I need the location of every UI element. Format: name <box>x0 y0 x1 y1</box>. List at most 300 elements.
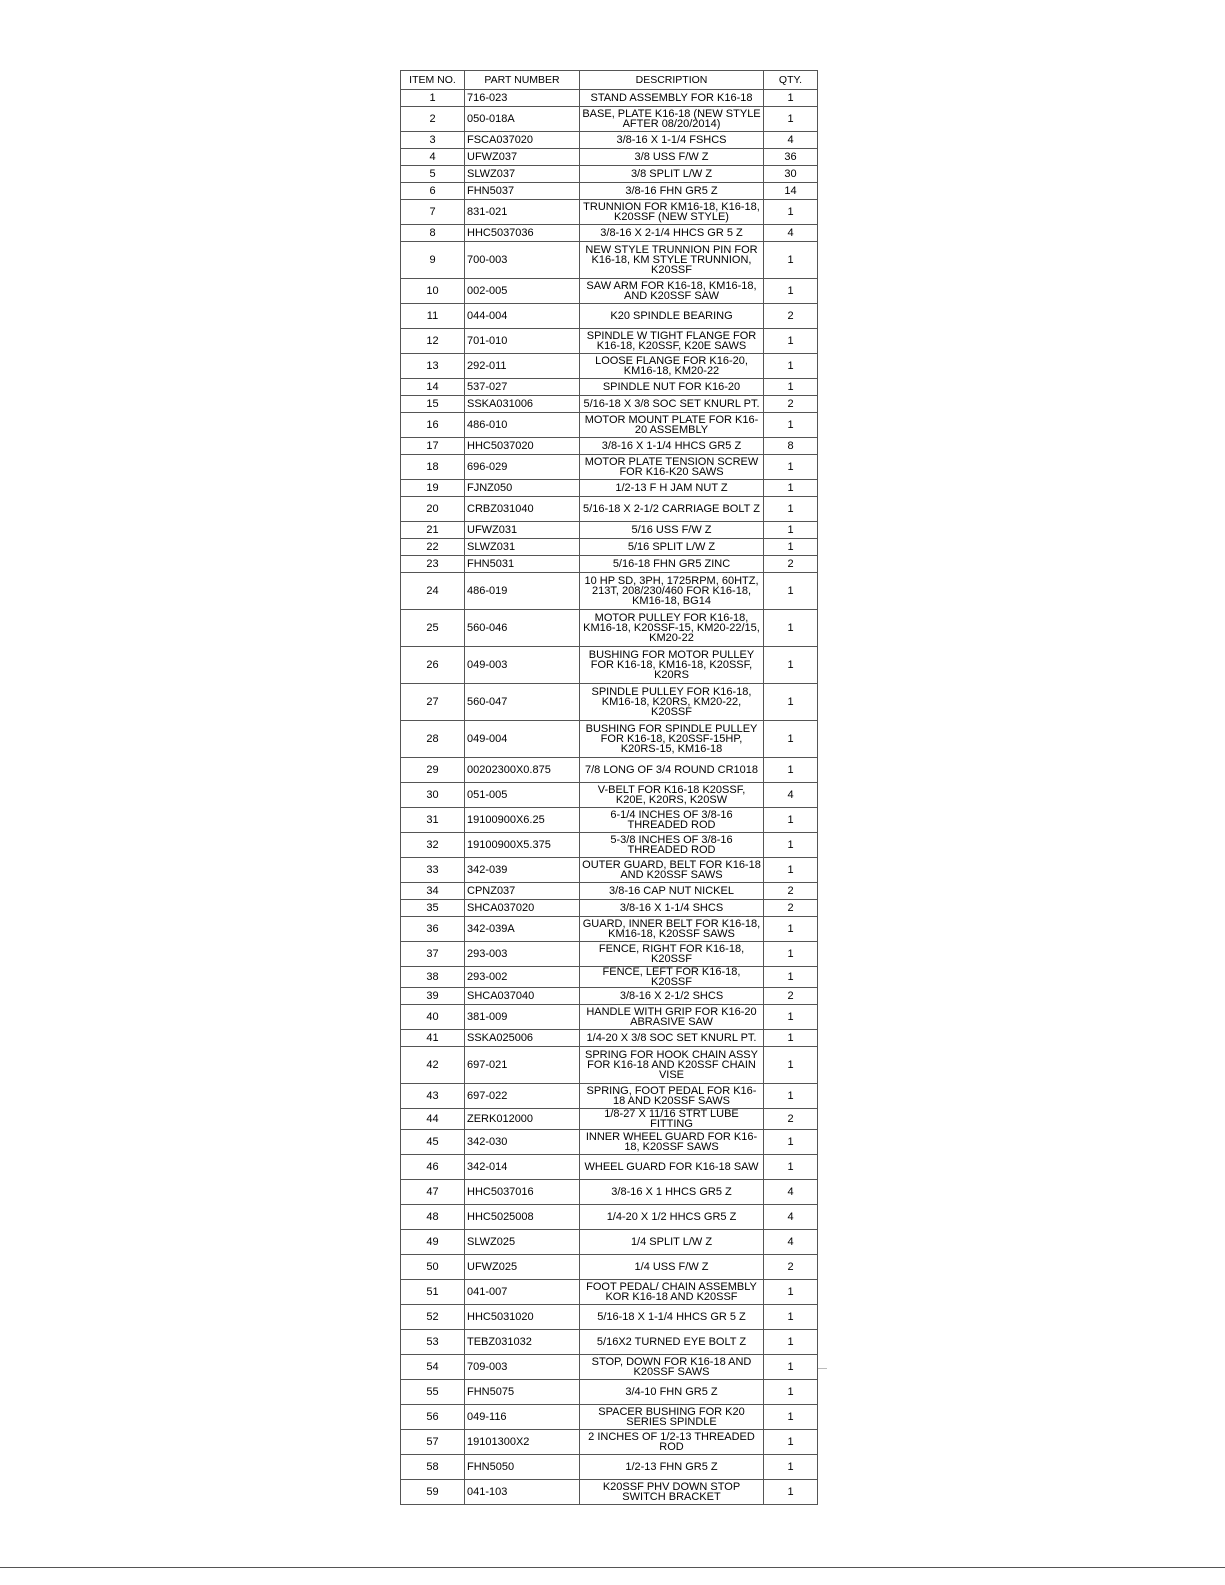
cell-description: FOOT PEDAL/ CHAIN ASSEMBLY KOR K16-18 AND K20SSF <box>580 1280 764 1305</box>
cell-description: SAW ARM FOR K16-18, KM16-18, AND K20SSF SAW <box>580 279 764 304</box>
cell-qty: 2 <box>764 556 818 573</box>
cell-part-number: 049-004 <box>465 721 580 758</box>
cell-description: OUTER GUARD, BELT FOR K16-18 AND K20SSF SAWS <box>580 858 764 883</box>
cell-qty: 1 <box>764 497 818 522</box>
cell-qty: 1 <box>764 329 818 354</box>
cell-description: 10 HP SD, 3PH, 1725RPM, 60HTZ, 213T, 208/230/460 FOR K16-18, KM16-18, BG14 <box>580 573 764 610</box>
cell-item-no: 24 <box>401 573 465 610</box>
table-row <box>401 917 818 942</box>
cell-qty: 1 <box>764 573 818 610</box>
cell-item-no: 16 <box>401 413 465 438</box>
cell-part-number: ZERK012000 <box>465 1109 580 1130</box>
table-row <box>401 166 818 183</box>
cell-item-no: 57 <box>401 1430 465 1455</box>
cell-qty: 1 <box>764 942 818 967</box>
cell-description: 2 INCHES OF 1/2-13 THREADED ROD <box>580 1430 764 1455</box>
table-row <box>401 988 818 1005</box>
cell-qty: 1 <box>764 279 818 304</box>
cell-qty: 1 <box>764 1155 818 1180</box>
table-row <box>401 149 818 166</box>
cell-item-no: 10 <box>401 279 465 304</box>
cell-qty: 4 <box>764 225 818 242</box>
cell-part-number: 486-010 <box>465 413 580 438</box>
cell-description: BUSHING FOR SPINDLE PULLEY FOR K16-18, K20SSF-15HP, K20RS-15, KM16-18 <box>580 721 764 758</box>
cell-description: K20SSF PHV DOWN STOP SWITCH BRACKET <box>580 1480 764 1505</box>
cell-part-number: 701-010 <box>465 329 580 354</box>
cell-part-number: 560-047 <box>465 684 580 721</box>
cell-item-no: 26 <box>401 647 465 684</box>
cell-item-no: 54 <box>401 1355 465 1380</box>
cell-qty: 2 <box>764 1109 818 1130</box>
cell-description: MOTOR PULLEY FOR K16-18, KM16-18, K20SSF-15, KM20-22/15, KM20-22 <box>580 610 764 647</box>
cell-description: NEW STYLE TRUNNION PIN FOR K16-18, KM STYLE TRUNNION, K20SSF <box>580 242 764 279</box>
cell-description: BUSHING FOR MOTOR PULLEY FOR K16-18, KM16-18, K20SSF, K20RS <box>580 647 764 684</box>
cell-qty: 1 <box>764 354 818 379</box>
cell-item-no: 32 <box>401 833 465 858</box>
table-row <box>401 721 818 758</box>
cell-description: MOTOR MOUNT PLATE FOR K16-20 ASSEMBLY <box>580 413 764 438</box>
cell-description: 5/16 SPLIT L/W Z <box>580 539 764 556</box>
cell-part-number: 831-021 <box>465 200 580 225</box>
table-row <box>401 1084 818 1109</box>
cell-part-number: 697-021 <box>465 1047 580 1084</box>
cell-item-no: 5 <box>401 166 465 183</box>
cell-qty: 1 <box>764 379 818 396</box>
cell-item-no: 40 <box>401 1005 465 1030</box>
cell-description: SPRING FOR HOOK CHAIN ASSY FOR K16-18 AND K20SSF CHAIN VISE <box>580 1047 764 1084</box>
cell-qty: 1 <box>764 1330 818 1355</box>
cell-part-number: 700-003 <box>465 242 580 279</box>
cell-qty: 1 <box>764 833 818 858</box>
cell-qty: 1 <box>764 684 818 721</box>
cell-item-no: 49 <box>401 1230 465 1255</box>
cell-description: 1/2-13 FHN GR5 Z <box>580 1455 764 1480</box>
table-row <box>401 1305 818 1330</box>
cell-description: 3/8 USS F/W Z <box>580 149 764 166</box>
cell-description: SPINDLE NUT FOR K16-20 <box>580 379 764 396</box>
cell-part-number: SHCA037020 <box>465 900 580 917</box>
cell-qty: 1 <box>764 1280 818 1305</box>
cell-qty: 1 <box>764 1030 818 1047</box>
table-row <box>401 808 818 833</box>
cell-part-number: TEBZ031032 <box>465 1330 580 1355</box>
cell-item-no: 8 <box>401 225 465 242</box>
cell-item-no: 12 <box>401 329 465 354</box>
cell-qty: 14 <box>764 183 818 200</box>
margin-tick-mark <box>818 1368 827 1369</box>
cell-part-number: 041-103 <box>465 1480 580 1505</box>
cell-part-number: FSCA037020 <box>465 132 580 149</box>
cell-qty: 1 <box>764 90 818 107</box>
cell-item-no: 9 <box>401 242 465 279</box>
parts-table <box>400 70 818 1505</box>
cell-qty: 1 <box>764 1130 818 1155</box>
cell-qty: 4 <box>764 1205 818 1230</box>
cell-item-no: 1 <box>401 90 465 107</box>
cell-part-number: FHN5050 <box>465 1455 580 1480</box>
cell-item-no: 43 <box>401 1084 465 1109</box>
table-row <box>401 1380 818 1405</box>
table-row <box>401 455 818 480</box>
table-row <box>401 900 818 917</box>
cell-part-number: SSKA031006 <box>465 396 580 413</box>
table-row <box>401 1030 818 1047</box>
cell-item-no: 19 <box>401 480 465 497</box>
cell-part-number: FHN5031 <box>465 556 580 573</box>
cell-item-no: 44 <box>401 1109 465 1130</box>
table-row <box>401 1280 818 1305</box>
cell-part-number: 537-027 <box>465 379 580 396</box>
cell-description: 1/4-20 X 1/2 HHCS GR5 Z <box>580 1205 764 1230</box>
cell-part-number: SHCA037040 <box>465 988 580 1005</box>
table-row <box>401 304 818 329</box>
cell-part-number: FHN5075 <box>465 1380 580 1405</box>
table-row <box>401 1455 818 1480</box>
cell-item-no: 13 <box>401 354 465 379</box>
cell-part-number: 697-022 <box>465 1084 580 1109</box>
cell-qty: 1 <box>764 758 818 783</box>
cell-qty: 2 <box>764 988 818 1005</box>
cell-qty: 2 <box>764 900 818 917</box>
table-row <box>401 242 818 279</box>
cell-item-no: 45 <box>401 1130 465 1155</box>
table-row <box>401 1255 818 1280</box>
cell-qty: 2 <box>764 304 818 329</box>
table-row <box>401 1330 818 1355</box>
cell-part-number: 716-023 <box>465 90 580 107</box>
table-row <box>401 610 818 647</box>
cell-part-number: 041-007 <box>465 1280 580 1305</box>
cell-description: 5-3/8 INCHES OF 3/8-16 THREADED ROD <box>580 833 764 858</box>
cell-description: 1/4 USS F/W Z <box>580 1255 764 1280</box>
table-row <box>401 1155 818 1180</box>
cell-part-number: SSKA025006 <box>465 1030 580 1047</box>
cell-description: WHEEL GUARD FOR K16-18 SAW <box>580 1155 764 1180</box>
cell-part-number: 486-019 <box>465 573 580 610</box>
table-row <box>401 522 818 539</box>
table-row <box>401 573 818 610</box>
cell-item-no: 46 <box>401 1155 465 1180</box>
table-row <box>401 132 818 149</box>
cell-part-number: 050-018A <box>465 107 580 132</box>
cell-item-no: 6 <box>401 183 465 200</box>
page-bottom-rule <box>0 1567 1225 1568</box>
cell-item-no: 23 <box>401 556 465 573</box>
table-row <box>401 556 818 573</box>
cell-description: INNER WHEEL GUARD FOR K16-18, K20SSF SAWS <box>580 1130 764 1155</box>
cell-item-no: 41 <box>401 1030 465 1047</box>
cell-qty: 1 <box>764 1455 818 1480</box>
cell-item-no: 2 <box>401 107 465 132</box>
cell-qty: 1 <box>764 967 818 988</box>
cell-qty: 1 <box>764 610 818 647</box>
cell-item-no: 59 <box>401 1480 465 1505</box>
header-item-no: ITEM NO. <box>401 71 465 90</box>
cell-part-number: SLWZ031 <box>465 539 580 556</box>
table-row <box>401 1005 818 1030</box>
table-row <box>401 883 818 900</box>
cell-part-number: 19101300X2 <box>465 1430 580 1455</box>
cell-item-no: 39 <box>401 988 465 1005</box>
table-row <box>401 1180 818 1205</box>
cell-item-no: 4 <box>401 149 465 166</box>
cell-part-number: 049-116 <box>465 1405 580 1430</box>
cell-part-number: 293-003 <box>465 942 580 967</box>
cell-item-no: 37 <box>401 942 465 967</box>
cell-description: STOP, DOWN FOR K16-18 AND K20SSF SAWS <box>580 1355 764 1380</box>
cell-part-number: 19100900X5.375 <box>465 833 580 858</box>
table-row <box>401 1047 818 1084</box>
cell-part-number: HHC5031020 <box>465 1305 580 1330</box>
cell-description: FENCE, RIGHT FOR K16-18, K20SSF <box>580 942 764 967</box>
cell-description: 3/8-16 X 1-1/4 SHCS <box>580 900 764 917</box>
cell-qty: 1 <box>764 1430 818 1455</box>
cell-part-number: HHC5025008 <box>465 1205 580 1230</box>
cell-description: LOOSE FLANGE FOR K16-20, KM16-18, KM20-22 <box>580 354 764 379</box>
cell-description: V-BELT FOR K16-18 K20SSF, K20E, K20RS, K20SW <box>580 783 764 808</box>
header-row <box>401 71 818 90</box>
cell-qty: 8 <box>764 438 818 455</box>
cell-item-no: 33 <box>401 858 465 883</box>
cell-item-no: 31 <box>401 808 465 833</box>
table-row <box>401 1230 818 1255</box>
cell-qty: 2 <box>764 1255 818 1280</box>
cell-description: 3/4-10 FHN GR5 Z <box>580 1380 764 1405</box>
cell-part-number: 342-039A <box>465 917 580 942</box>
cell-item-no: 58 <box>401 1455 465 1480</box>
cell-part-number: FJNZ050 <box>465 480 580 497</box>
cell-qty: 4 <box>764 1180 818 1205</box>
cell-part-number: HHC5037016 <box>465 1180 580 1205</box>
cell-description: 3/8-16 X 1-1/4 FSHCS <box>580 132 764 149</box>
header-qty: QTY. <box>764 71 818 90</box>
table-row <box>401 279 818 304</box>
cell-qty: 1 <box>764 917 818 942</box>
table-body <box>401 90 818 1505</box>
cell-description: 3/8-16 X 1-1/4 HHCS GR5 Z <box>580 438 764 455</box>
cell-item-no: 30 <box>401 783 465 808</box>
cell-item-no: 34 <box>401 883 465 900</box>
cell-qty: 1 <box>764 1480 818 1505</box>
table-row <box>401 1480 818 1505</box>
table-row <box>401 90 818 107</box>
cell-qty: 1 <box>764 539 818 556</box>
cell-description: 3/8-16 FHN GR5 Z <box>580 183 764 200</box>
cell-part-number: 342-030 <box>465 1130 580 1155</box>
cell-part-number: UFWZ037 <box>465 149 580 166</box>
cell-qty: 1 <box>764 1405 818 1430</box>
cell-qty: 1 <box>764 1355 818 1380</box>
cell-description: 5/16-18 X 1-1/4 HHCS GR 5 Z <box>580 1305 764 1330</box>
cell-description: 5/16 USS F/W Z <box>580 522 764 539</box>
cell-part-number: 049-003 <box>465 647 580 684</box>
cell-description: HANDLE WITH GRIP FOR K16-20 ABRASIVE SAW <box>580 1005 764 1030</box>
cell-part-number: SLWZ025 <box>465 1230 580 1255</box>
cell-qty: 1 <box>764 808 818 833</box>
cell-description: GUARD, INNER BELT FOR K16-18, KM16-18, K20SSF SAWS <box>580 917 764 942</box>
cell-item-no: 38 <box>401 967 465 988</box>
table-row <box>401 329 818 354</box>
table-row <box>401 354 818 379</box>
cell-qty: 1 <box>764 1305 818 1330</box>
cell-description: 3/8-16 X 2-1/4 HHCS GR 5 Z <box>580 225 764 242</box>
table-row <box>401 942 818 967</box>
cell-description: 3/8-16 X 1 HHCS GR5 Z <box>580 1180 764 1205</box>
cell-part-number: CPNZ037 <box>465 883 580 900</box>
cell-qty: 1 <box>764 522 818 539</box>
table-row <box>401 225 818 242</box>
cell-item-no: 11 <box>401 304 465 329</box>
cell-description: K20 SPINDLE BEARING <box>580 304 764 329</box>
cell-part-number: FHN5037 <box>465 183 580 200</box>
cell-qty: 1 <box>764 242 818 279</box>
table-row <box>401 833 818 858</box>
cell-description: FENCE, LEFT FOR K16-18, K20SSF <box>580 967 764 988</box>
cell-item-no: 25 <box>401 610 465 647</box>
cell-qty: 2 <box>764 883 818 900</box>
table-row <box>401 684 818 721</box>
table-row <box>401 497 818 522</box>
cell-item-no: 36 <box>401 917 465 942</box>
cell-description: MOTOR PLATE TENSION SCREW FOR K16-K20 SAWS <box>580 455 764 480</box>
cell-qty: 30 <box>764 166 818 183</box>
cell-item-no: 28 <box>401 721 465 758</box>
cell-item-no: 53 <box>401 1330 465 1355</box>
cell-description: 3/8-16 X 2-1/2 SHCS <box>580 988 764 1005</box>
cell-item-no: 50 <box>401 1255 465 1280</box>
table-row <box>401 183 818 200</box>
cell-qty: 36 <box>764 149 818 166</box>
cell-qty: 2 <box>764 396 818 413</box>
cell-description: SPINDLE PULLEY FOR K16-18, KM16-18, K20RS, KM20-22, K20SSF <box>580 684 764 721</box>
cell-item-no: 7 <box>401 200 465 225</box>
cell-description: 3/8-16 CAP NUT NICKEL <box>580 883 764 900</box>
cell-part-number: 342-014 <box>465 1155 580 1180</box>
cell-description: 1/4 SPLIT L/W Z <box>580 1230 764 1255</box>
cell-qty: 1 <box>764 1047 818 1084</box>
cell-item-no: 35 <box>401 900 465 917</box>
cell-qty: 1 <box>764 455 818 480</box>
cell-part-number: 002-005 <box>465 279 580 304</box>
cell-part-number: 696-029 <box>465 455 580 480</box>
cell-part-number: SLWZ037 <box>465 166 580 183</box>
cell-item-no: 42 <box>401 1047 465 1084</box>
cell-item-no: 47 <box>401 1180 465 1205</box>
table-row <box>401 1355 818 1380</box>
cell-part-number: 293-002 <box>465 967 580 988</box>
cell-part-number: 560-046 <box>465 610 580 647</box>
cell-qty: 1 <box>764 480 818 497</box>
table-row <box>401 438 818 455</box>
cell-qty: 1 <box>764 1380 818 1405</box>
header-part-number: PART NUMBER <box>465 71 580 90</box>
cell-part-number: 381-009 <box>465 1005 580 1030</box>
cell-qty: 4 <box>764 132 818 149</box>
cell-description: 3/8 SPLIT L/W Z <box>580 166 764 183</box>
table-row <box>401 396 818 413</box>
table-row <box>401 480 818 497</box>
cell-qty: 1 <box>764 1005 818 1030</box>
cell-item-no: 20 <box>401 497 465 522</box>
cell-description: 1/2-13 F H JAM NUT Z <box>580 480 764 497</box>
cell-description: SPACER BUSHING FOR K20 SERIES SPINDLE <box>580 1405 764 1430</box>
cell-description: TRUNNION FOR KM16-18, K16-18, K20SSF (NEW STYLE) <box>580 200 764 225</box>
cell-part-number: HHC5037020 <box>465 438 580 455</box>
cell-part-number: 342-039 <box>465 858 580 883</box>
table-row <box>401 1130 818 1155</box>
cell-description: 1/8-27 X 11/16 STRT LUBE FITTING <box>580 1109 764 1130</box>
cell-qty: 4 <box>764 1230 818 1255</box>
cell-part-number: UFWZ025 <box>465 1255 580 1280</box>
cell-description: 5/16-18 FHN GR5 ZINC <box>580 556 764 573</box>
cell-item-no: 22 <box>401 539 465 556</box>
cell-qty: 1 <box>764 1084 818 1109</box>
cell-item-no: 55 <box>401 1380 465 1405</box>
cell-part-number: UFWZ031 <box>465 522 580 539</box>
cell-qty: 1 <box>764 200 818 225</box>
cell-description: 7/8 LONG OF 3/4 ROUND CR1018 <box>580 758 764 783</box>
table-row <box>401 1205 818 1230</box>
cell-description: SPINDLE W TIGHT FLANGE FOR K16-18, K20SSF, K20E SAWS <box>580 329 764 354</box>
cell-qty: 1 <box>764 721 818 758</box>
cell-item-no: 18 <box>401 455 465 480</box>
cell-part-number: 00202300X0.875 <box>465 758 580 783</box>
cell-part-number: 19100900X6.25 <box>465 808 580 833</box>
cell-item-no: 56 <box>401 1405 465 1430</box>
cell-item-no: 15 <box>401 396 465 413</box>
cell-qty: 1 <box>764 647 818 684</box>
cell-description: 5/16-18 X 2-1/2 CARRIAGE BOLT Z <box>580 497 764 522</box>
table-row <box>401 200 818 225</box>
table-row <box>401 758 818 783</box>
cell-part-number: 051-005 <box>465 783 580 808</box>
cell-item-no: 14 <box>401 379 465 396</box>
table-row <box>401 1430 818 1455</box>
table-row <box>401 539 818 556</box>
cell-description: 1/4-20 X 3/8 SOC SET KNURL PT. <box>580 1030 764 1047</box>
table-row <box>401 1109 818 1130</box>
cell-description: 5/16X2 TURNED EYE BOLT Z <box>580 1330 764 1355</box>
cell-item-no: 29 <box>401 758 465 783</box>
cell-description: BASE, PLATE K16-18 (NEW STYLE AFTER 08/20/2014) <box>580 107 764 132</box>
cell-qty: 1 <box>764 413 818 438</box>
cell-qty: 1 <box>764 858 818 883</box>
table-row <box>401 858 818 883</box>
cell-item-no: 51 <box>401 1280 465 1305</box>
cell-item-no: 27 <box>401 684 465 721</box>
cell-description: 6-1/4 INCHES OF 3/8-16 THREADED ROD <box>580 808 764 833</box>
table-row <box>401 107 818 132</box>
cell-qty: 1 <box>764 107 818 132</box>
cell-part-number: 292-011 <box>465 354 580 379</box>
header-description: DESCRIPTION <box>580 71 764 90</box>
cell-part-number: 709-003 <box>465 1355 580 1380</box>
cell-part-number: 044-004 <box>465 304 580 329</box>
cell-item-no: 21 <box>401 522 465 539</box>
cell-item-no: 52 <box>401 1305 465 1330</box>
table-row <box>401 967 818 988</box>
table-row <box>401 1405 818 1430</box>
table-row <box>401 647 818 684</box>
table-row <box>401 783 818 808</box>
table-row <box>401 413 818 438</box>
cell-item-no: 3 <box>401 132 465 149</box>
cell-part-number: HHC5037036 <box>465 225 580 242</box>
cell-description: STAND ASSEMBLY FOR K16-18 <box>580 90 764 107</box>
cell-item-no: 48 <box>401 1205 465 1230</box>
cell-qty: 4 <box>764 783 818 808</box>
cell-description: SPRING, FOOT PEDAL FOR K16-18 AND K20SSF SAWS <box>580 1084 764 1109</box>
